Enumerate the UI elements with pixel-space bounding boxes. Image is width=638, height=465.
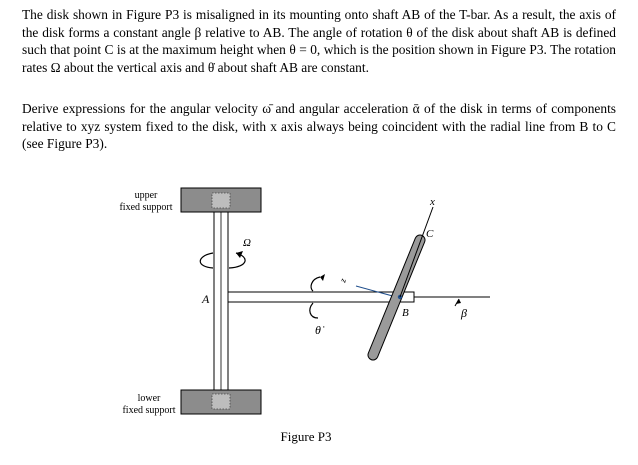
- label-c: C: [426, 228, 434, 240]
- omega-arrow-head: [236, 251, 243, 258]
- label-a: A: [202, 292, 210, 306]
- upper-support-hatch: [212, 193, 230, 208]
- omega-label: Ω: [243, 237, 251, 249]
- theta-dot-arrow-head: [320, 274, 325, 281]
- x-axis-label: x: [430, 196, 435, 208]
- label-b: B: [402, 307, 409, 319]
- problem-paragraph-1: The disk shown in Figure P3 is misaligned in its mounting onto shaft AB of the T-bar. As a result, the axis of the disk forms a constant angle β relative to AB. The angle of rotation θ of the disk about shaft AB is defined such that point C is at the maximum height when θ = 0, which is the position shown in Figure P3. The rotation rates Ω about the vertical axis and θ̇ about shaft AB are constant.: [22, 7, 616, 75]
- lower-support-hatch: [212, 394, 230, 409]
- upper-support-label-1: upper: [134, 190, 158, 201]
- lower-support-label-1: lower: [137, 393, 161, 404]
- horizontal-shaft-ab: [228, 292, 414, 302]
- upper-support-label-2: fixed support: [119, 202, 173, 213]
- x-axis-line: [400, 207, 433, 297]
- z-axis-label: z: [337, 276, 349, 284]
- theta-dot-label: θ̇: [315, 323, 321, 337]
- lower-support-label-2: fixed support: [122, 405, 176, 416]
- problem-paragraph-2: Derive expressions for the angular velocity ω̄ and angular acceleration ᾱ of the disk in terms of components relative to xyz system fixed to the disk, with x axis always being coincident with the radial line from B to C (see Figure P3).: [22, 101, 616, 151]
- beta-label: β: [461, 306, 467, 320]
- figure-caption: Figure P3: [280, 429, 332, 444]
